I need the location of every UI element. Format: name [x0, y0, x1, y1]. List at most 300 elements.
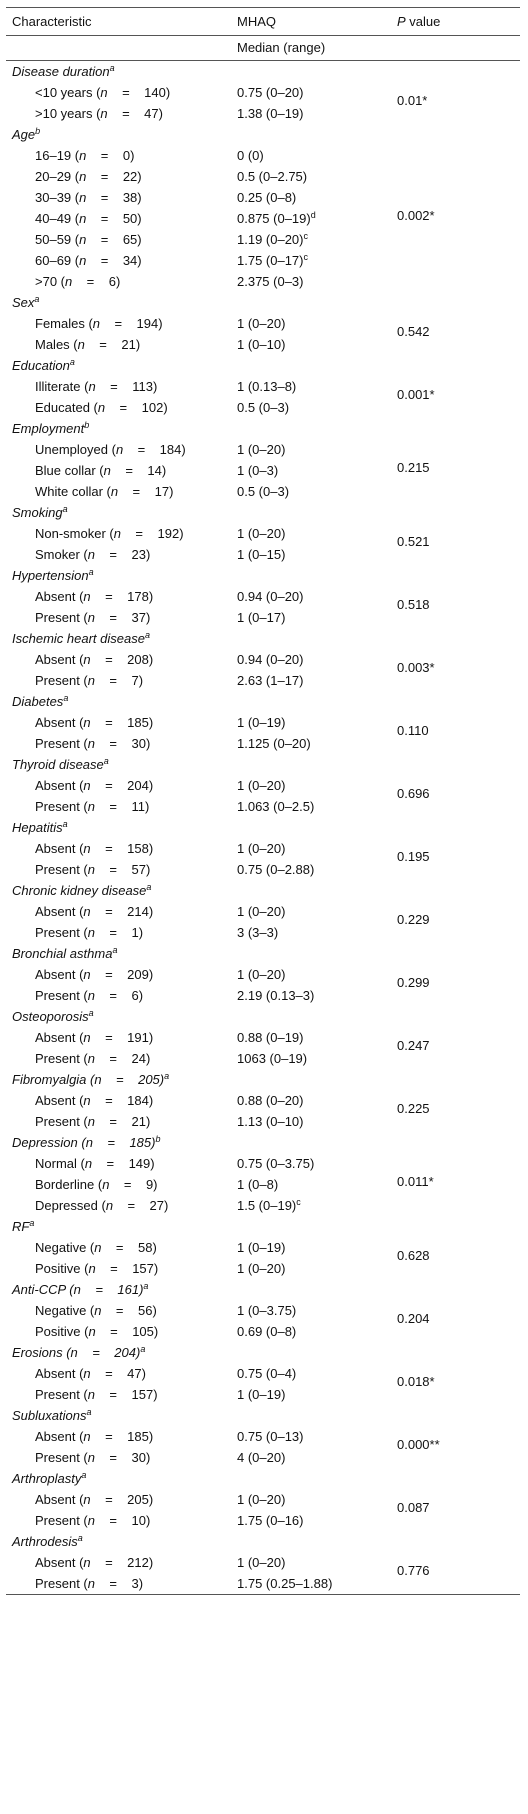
group-name: Education — [12, 357, 70, 373]
row-n-value: 6 — [131, 987, 139, 1003]
row-label: Non-smoker ( — [35, 525, 114, 541]
p-value-cell — [391, 1342, 520, 1405]
row-n-letter: n — [100, 105, 108, 121]
row-n-eq: = — [120, 525, 158, 541]
group-header-row — [6, 1132, 520, 1153]
group-footnote-marker: a — [143, 1280, 149, 1291]
group-name-cell — [6, 124, 231, 145]
row-label-cell — [6, 1153, 231, 1174]
p-value-cell — [391, 292, 520, 355]
row-n-value: 34 — [122, 252, 138, 268]
row-n-value: 149 — [128, 1155, 151, 1171]
row-n-value: 24 — [131, 1050, 146, 1066]
row-n-close: ) — [148, 777, 154, 793]
row-n-close: ) — [148, 1092, 154, 1108]
row-label: Present ( — [35, 861, 88, 877]
group-header-row — [6, 1216, 520, 1237]
row-label: White collar ( — [35, 483, 111, 499]
row-value-cell — [231, 229, 391, 250]
group-header-row — [6, 565, 520, 586]
row-n-letter: n — [100, 84, 108, 100]
row-n-eq: = — [100, 315, 137, 331]
row-n-close: ) — [163, 399, 168, 415]
row-label-cell — [6, 985, 231, 1006]
row-n-value: 184 — [159, 441, 182, 457]
row-value: 1 (0–3.75) — [237, 1302, 297, 1318]
p-value: 0.000** — [397, 1436, 440, 1452]
row-value: 0.75 (0–4) — [237, 1365, 297, 1381]
p-value-cell — [391, 1216, 520, 1279]
row-value: 0.94 (0–20) — [237, 651, 304, 667]
row-label: Absent ( — [35, 1092, 84, 1108]
header-row — [6, 8, 520, 36]
subheader-median-range: Median (range) — [231, 36, 391, 61]
row-n-eq: = — [94, 1512, 132, 1528]
row-n-value: 205 — [127, 1491, 149, 1507]
row-value-cell — [231, 796, 391, 817]
p-value-cell — [391, 817, 520, 880]
p-value-cell — [391, 502, 520, 565]
group-name: Bronchial asthma — [12, 945, 113, 961]
row-label-cell — [6, 460, 231, 481]
p-value-cell — [391, 1531, 520, 1595]
row-n-letter: n — [83, 1428, 91, 1444]
group-name-cell — [6, 418, 231, 439]
group-name-cell — [6, 943, 231, 964]
row-value: 1 (0–20) — [237, 903, 286, 919]
row-n-value: 102 — [141, 399, 164, 415]
subheader-empty — [6, 36, 231, 61]
row-n-letter: n — [83, 777, 91, 793]
group-n-close: ) — [135, 1344, 141, 1360]
group-name: Anti-CCP ( — [12, 1281, 74, 1297]
row-n-close: ) — [137, 168, 142, 184]
group-header-row — [6, 943, 520, 964]
row-label: Educated ( — [35, 399, 98, 415]
p-value-cell — [391, 880, 520, 943]
row-n-close: ) — [152, 378, 158, 394]
row-n-eq: = — [94, 1575, 132, 1591]
row-value: 1 (0–19) — [237, 1386, 286, 1402]
row-value-cell — [231, 775, 391, 796]
row-value: 1.75 (0–17) — [237, 252, 304, 268]
row-label: Absent ( — [35, 1554, 84, 1570]
p-value: 0.299 — [397, 974, 430, 990]
subheader-empty-p — [391, 36, 520, 61]
group-name: Disease duration — [12, 63, 110, 79]
row-label-cell — [6, 439, 231, 460]
group-name-cell — [6, 817, 231, 838]
group-empty-cell — [231, 1006, 391, 1027]
row-n-close: ) — [158, 105, 163, 121]
row-value-cell — [231, 1174, 391, 1195]
row-n-close: ) — [130, 147, 135, 163]
row-n-value: 22 — [122, 168, 138, 184]
row-value: 0.75 (0–13) — [237, 1428, 304, 1444]
row-label: Present ( — [35, 924, 88, 940]
group-name-cell — [6, 292, 231, 313]
row-label: Absent ( — [35, 651, 84, 667]
p-value: 0.195 — [397, 848, 430, 864]
p-value: 0.204 — [397, 1310, 430, 1326]
group-name-cell — [6, 1132, 231, 1153]
row-n-letter: n — [79, 210, 87, 226]
row-value-cell — [231, 838, 391, 859]
row-n-letter: n — [83, 651, 91, 667]
row-value: 1 (0–3) — [237, 462, 279, 478]
row-n-eq: = — [84, 336, 122, 352]
group-name: Osteoporosis — [12, 1008, 89, 1024]
row-value: 1 (0.13–8) — [237, 378, 297, 394]
row-value: 0.94 (0–20) — [237, 588, 304, 604]
row-value: 0.75 (0–3.75) — [237, 1155, 315, 1171]
row-n-eq: = — [105, 399, 142, 415]
row-n-value: 192 — [157, 525, 180, 541]
row-value: 3 (3–3) — [237, 924, 279, 940]
row-label: Negative ( — [35, 1239, 95, 1255]
row-value: 1 (0–19) — [237, 714, 286, 730]
mhaq-characteristics-table — [6, 7, 520, 1595]
row-value-cell — [231, 376, 391, 397]
row-label: >70 ( — [35, 273, 65, 289]
row-n-close: ) — [152, 1239, 157, 1255]
row-n-value: 56 — [137, 1302, 153, 1318]
row-n-letter: n — [87, 672, 95, 688]
row-n-eq: = — [94, 1449, 132, 1465]
group-empty-cell — [231, 1531, 391, 1552]
row-label: Borderline ( — [35, 1176, 103, 1192]
row-n-letter: n — [87, 1512, 95, 1528]
row-n-eq: = — [90, 588, 128, 604]
row-value: 0.875 (0–19) — [237, 210, 311, 226]
row-n-eq: = — [90, 1092, 128, 1108]
row-n-close: ) — [137, 231, 142, 247]
row-n-letter: n — [87, 1050, 95, 1066]
p-value: 0.002* — [397, 208, 435, 223]
row-label-cell — [6, 1237, 231, 1258]
group-name: Erosions ( — [12, 1344, 71, 1360]
row-n-letter: n — [83, 1554, 91, 1570]
row-label-cell — [6, 775, 231, 796]
row-n-eq: = — [113, 1197, 150, 1213]
row-n-value: 158 — [127, 840, 149, 856]
row-label: Absent ( — [35, 840, 84, 856]
row-label: 60–69 ( — [35, 252, 80, 268]
row-label-cell — [6, 922, 231, 943]
row-label: 50–59 ( — [35, 231, 80, 247]
row-n-eq: = — [94, 861, 132, 877]
group-empty-cell — [231, 1468, 391, 1489]
group-n-value: 205 — [138, 1071, 160, 1087]
group-empty-cell — [231, 502, 391, 523]
row-n-close: ) — [145, 1449, 151, 1465]
row-n-eq: = — [90, 714, 128, 730]
row-value-cell — [231, 1426, 391, 1447]
row-n-eq: = — [94, 672, 132, 688]
p-value: 0.696 — [397, 785, 430, 801]
row-label: >10 years ( — [35, 105, 101, 121]
p-value-cell — [391, 1132, 520, 1216]
row-n-close: ) — [137, 252, 142, 268]
row-label-cell — [6, 649, 231, 670]
row-n-value: 57 — [131, 861, 146, 877]
row-label-cell — [6, 1384, 231, 1405]
row-n-letter: n — [87, 546, 95, 562]
header-mhaq: MHAQ — [231, 8, 391, 36]
row-label-cell — [6, 1426, 231, 1447]
row-value: 1 (0–20) — [237, 1260, 286, 1276]
row-n-letter: n — [115, 441, 124, 457]
group-empty-cell — [231, 61, 391, 83]
group-header-row — [6, 1069, 520, 1090]
row-n-value: 27 — [149, 1197, 165, 1213]
row-n-value: 105 — [132, 1323, 154, 1339]
group-empty-cell — [231, 880, 391, 901]
row-value-cell — [231, 481, 391, 502]
group-empty-cell — [231, 1342, 391, 1363]
row-n-close: ) — [169, 483, 174, 499]
group-empty-cell — [231, 754, 391, 775]
row-label: Present ( — [35, 1050, 88, 1066]
p-value-cell — [391, 628, 520, 691]
p-value: 0.628 — [397, 1247, 430, 1263]
row-n-eq: = — [110, 462, 148, 478]
row-value-cell — [231, 334, 391, 355]
group-n-close: ) — [151, 1134, 156, 1150]
row-value: 2.19 (0.13–3) — [237, 987, 315, 1003]
row-n-close: ) — [115, 273, 121, 289]
header-p-value — [391, 8, 520, 36]
group-name-cell — [6, 880, 231, 901]
row-value-cell — [231, 586, 391, 607]
row-n-letter: n — [83, 966, 91, 982]
group-name-cell — [6, 1531, 231, 1552]
row-value-cell — [231, 1447, 391, 1468]
row-n-letter: n — [83, 1092, 91, 1108]
row-n-value: 37 — [131, 609, 146, 625]
row-label-cell — [6, 670, 231, 691]
row-value: 0.5 (0–3) — [237, 399, 290, 415]
row-n-eq: = — [107, 84, 145, 100]
group-header-row — [6, 418, 520, 439]
row-label: Illiterate ( — [35, 378, 89, 394]
row-label-cell — [6, 334, 231, 355]
row-label: Absent ( — [35, 588, 84, 604]
group-name: Smoking — [12, 504, 63, 520]
row-value: 1.125 (0–20) — [237, 735, 311, 751]
row-n-value: 47 — [144, 105, 159, 121]
row-n-value: 30 — [131, 1449, 146, 1465]
group-empty-cell — [231, 1069, 391, 1090]
row-value-cell — [231, 1237, 391, 1258]
row-n-value: 214 — [127, 903, 149, 919]
row-n-letter: n — [87, 987, 95, 1003]
group-header-row — [6, 1531, 520, 1552]
group-name: Sex — [12, 294, 35, 310]
row-label: Unemployed ( — [35, 441, 116, 457]
row-value-cell — [231, 1573, 391, 1595]
row-label-cell — [6, 838, 231, 859]
row-label-cell — [6, 145, 231, 166]
group-footnote-marker: a — [140, 1343, 146, 1354]
row-n-value: 10 — [131, 1512, 146, 1528]
row-n-close: ) — [181, 441, 186, 457]
row-label: Present ( — [35, 798, 88, 814]
row-n-eq: = — [94, 1113, 132, 1129]
row-n-close: ) — [138, 987, 144, 1003]
row-label: Normal ( — [35, 1155, 85, 1171]
row-n-letter: n — [87, 1386, 95, 1402]
row-n-value: 30 — [131, 735, 146, 751]
row-n-close: ) — [148, 651, 154, 667]
group-footnote-marker: a — [34, 293, 40, 304]
row-footnote-marker: d — [310, 209, 316, 220]
group-footnote-marker: a — [164, 1070, 170, 1081]
group-n-eq: = — [77, 1344, 115, 1360]
row-n-value: 157 — [131, 1386, 154, 1402]
row-n-letter: n — [110, 483, 119, 499]
row-n-value: 0 — [122, 147, 131, 163]
row-label: Absent ( — [35, 1428, 84, 1444]
header-characteristic: Characteristic — [6, 8, 231, 36]
group-n-value: 161 — [117, 1281, 140, 1297]
row-n-letter: n — [84, 1155, 93, 1171]
group-header-row — [6, 1279, 520, 1300]
group-footnote-marker: b — [35, 125, 41, 136]
row-n-value: 50 — [122, 210, 138, 226]
row-value-cell — [231, 1510, 391, 1531]
row-n-eq: = — [90, 840, 128, 856]
row-n-value: 14 — [147, 462, 162, 478]
row-footnote-marker: c — [303, 230, 308, 241]
row-label-cell — [6, 586, 231, 607]
row-value-cell — [231, 670, 391, 691]
group-n-eq: = — [92, 1134, 130, 1150]
row-label-cell — [6, 1573, 231, 1595]
row-n-eq: = — [72, 273, 109, 289]
row-label-cell — [6, 1510, 231, 1531]
row-value: 1.19 (0–20) — [237, 231, 304, 247]
row-n-value: 23 — [131, 546, 146, 562]
row-label: Present ( — [35, 1575, 88, 1591]
row-label-cell — [6, 1111, 231, 1132]
group-header-row — [6, 1342, 520, 1363]
row-n-letter: n — [97, 399, 106, 415]
group-name-cell — [6, 1405, 231, 1426]
row-n-close: ) — [148, 588, 154, 604]
group-footnote-marker: a — [103, 755, 109, 766]
row-label-cell — [6, 1300, 231, 1321]
row-label-cell — [6, 481, 231, 502]
group-name-cell — [6, 565, 231, 586]
row-label: Present ( — [35, 1113, 88, 1129]
group-name: Hypertension — [12, 567, 89, 583]
row-value: 1.5 (0–19) — [237, 1197, 297, 1213]
p-value: 0.542 — [397, 323, 430, 339]
row-label-cell — [6, 376, 231, 397]
group-n-letter: n — [94, 1071, 102, 1087]
group-footnote-marker: a — [86, 1406, 92, 1417]
row-n-close: ) — [153, 1176, 158, 1192]
row-label-cell — [6, 1048, 231, 1069]
row-n-close: ) — [148, 840, 154, 856]
p-value-cell — [391, 61, 520, 125]
group-footnote-marker: a — [63, 692, 69, 703]
row-n-eq: = — [95, 1260, 133, 1276]
row-n-eq: = — [94, 546, 132, 562]
group-footnote-marker: a — [88, 566, 94, 577]
group-empty-cell — [231, 1216, 391, 1237]
header-p-rest: value — [405, 13, 441, 29]
row-n-value: 157 — [132, 1260, 154, 1276]
row-label-cell — [6, 208, 231, 229]
p-value: 0.229 — [397, 911, 430, 927]
row-value-cell — [231, 1552, 391, 1573]
row-n-letter: n — [83, 903, 91, 919]
row-n-letter: n — [83, 714, 91, 730]
group-name: Hepatitis — [12, 819, 63, 835]
row-n-close: ) — [161, 462, 167, 478]
row-value-cell — [231, 1048, 391, 1069]
row-value: 2.375 (0–3) — [237, 273, 304, 289]
group-n-close: ) — [159, 1071, 165, 1087]
row-value: 1 (0–20) — [237, 525, 286, 541]
row-label-cell — [6, 1321, 231, 1342]
group-footnote-marker: a — [146, 881, 152, 892]
row-n-close: ) — [145, 546, 151, 562]
row-n-eq: = — [94, 987, 132, 1003]
row-label: Absent ( — [35, 1029, 84, 1045]
row-value-cell — [231, 523, 391, 544]
group-n-close: ) — [139, 1281, 144, 1297]
row-label: 20–29 ( — [35, 168, 80, 184]
group-name-cell — [6, 628, 231, 649]
row-label-cell — [6, 82, 231, 103]
row-label: Absent ( — [35, 966, 84, 982]
row-n-value: 1 — [131, 924, 139, 940]
row-n-eq: = — [101, 1239, 138, 1255]
group-empty-cell — [231, 124, 391, 145]
row-value-cell — [231, 712, 391, 733]
row-value-cell — [231, 901, 391, 922]
row-n-letter: n — [87, 1113, 95, 1129]
group-name-cell — [6, 61, 231, 83]
group-footnote-marker: a — [88, 1007, 94, 1018]
group-name-cell — [6, 691, 231, 712]
group-empty-cell — [231, 691, 391, 712]
group-name: Employment — [12, 420, 85, 436]
row-label-cell — [6, 1552, 231, 1573]
group-header-row — [6, 817, 520, 838]
group-header-row — [6, 61, 520, 83]
group-footnote-marker: a — [62, 503, 68, 514]
row-value-cell — [231, 1300, 391, 1321]
row-n-close: ) — [148, 1029, 154, 1045]
row-label: Blue collar ( — [35, 462, 104, 478]
row-label-cell — [6, 964, 231, 985]
group-empty-cell — [231, 565, 391, 586]
group-name-cell — [6, 1069, 231, 1090]
group-empty-cell — [231, 943, 391, 964]
row-n-eq: = — [90, 777, 128, 793]
row-n-close: ) — [152, 1302, 157, 1318]
row-n-value: 178 — [127, 588, 149, 604]
row-label: Positive ( — [35, 1323, 89, 1339]
row-n-letter: n — [79, 168, 87, 184]
row-value: 1 (0–20) — [237, 441, 286, 457]
row-value: 0 (0) — [237, 147, 264, 163]
row-n-close: ) — [148, 1491, 154, 1507]
